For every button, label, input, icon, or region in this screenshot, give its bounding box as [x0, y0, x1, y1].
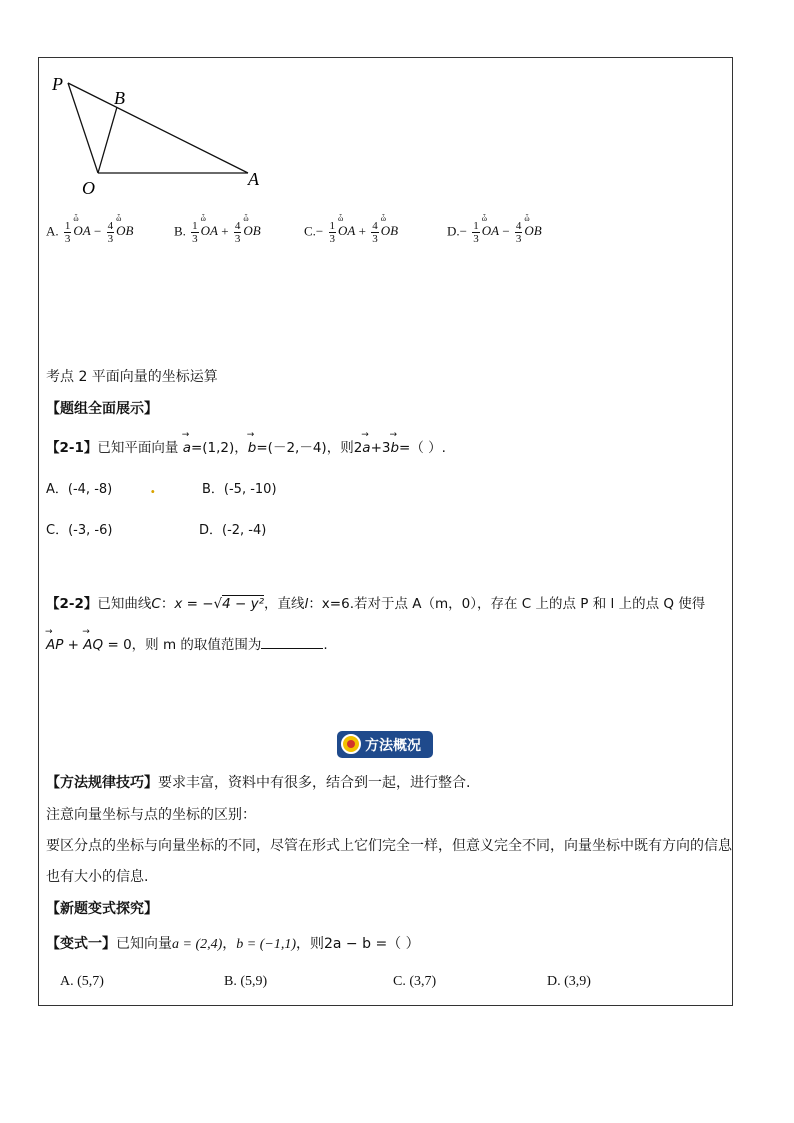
fraction: $\frac{4}{3}$: [515, 220, 522, 245]
fraction: $\frac{1}{3}$: [329, 220, 336, 245]
fraction: $\frac{1}{3}$: [64, 220, 71, 245]
radicand: 4 − y²: [222, 596, 265, 612]
method-heading: 【方法规律技巧】要求丰富，资料中有很多，结合到一起，进行整合.: [46, 775, 471, 791]
vector-OA: ὦ OA: [201, 223, 218, 239]
curve-name: C: [151, 596, 161, 612]
vector-a: → a: [183, 440, 191, 456]
section-title: 考点 2 平面向量的坐标运算: [46, 369, 218, 385]
answer-blank[interactable]: [261, 636, 323, 649]
vector-a: → a: [362, 440, 370, 456]
sqrt-sign: √: [213, 596, 223, 612]
q21-option-d[interactable]: D．(-2, -4): [199, 523, 267, 538]
segment-OB: [98, 107, 117, 173]
vector-b: → b: [248, 440, 257, 456]
label-A: A: [248, 169, 259, 189]
vector-OA: ὦ OA: [73, 223, 90, 239]
label-B: B: [114, 88, 125, 108]
stray-dot: .: [150, 478, 156, 497]
fraction: $\frac{4}{3}$: [234, 220, 241, 245]
q1-option-b[interactable]: B. $\frac{1}{3}$ ὦ OA + $\frac{4}{3}$ ὦ OB: [174, 220, 261, 245]
fraction: $\frac{4}{3}$: [372, 220, 378, 245]
fraction: $\frac{4}{3}$: [107, 220, 114, 245]
option-letter: C.: [304, 223, 316, 239]
label-P: P: [52, 74, 63, 94]
variant-option-a[interactable]: A. (5,7): [60, 974, 104, 989]
vector-OB: ὦ OB: [116, 223, 133, 239]
segment-PA: [68, 83, 248, 173]
vector-AQ: → AQ: [83, 637, 103, 653]
vector-OA: ὦ OA: [338, 223, 355, 239]
option-letter: D.: [447, 223, 460, 239]
variant-option-b[interactable]: B. (5,9): [224, 974, 268, 989]
variant-option-c[interactable]: C. (3,7): [393, 974, 437, 989]
method-line-1: 注意向量坐标与点的坐标的区别：: [46, 807, 256, 823]
variant-option-d[interactable]: D. (3,9): [547, 974, 591, 989]
target-icon: [341, 734, 361, 754]
group-heading: 【题组全面展示】: [46, 401, 158, 417]
variant-question: 【变式一】已知向量a = (2,4)，b = (−1,1)，则2a − b =（ ）: [46, 936, 420, 952]
badge-label: 方法概况: [365, 738, 421, 754]
q21-option-b[interactable]: B．(-5, -10): [202, 482, 277, 497]
label-O: O: [82, 178, 95, 198]
vector-OB: ὦ OB: [524, 223, 541, 239]
vector-b: → b: [390, 440, 399, 456]
question-2-2: 【2-2】已知曲线C：x = −√4 − y²，直线l：x=6.若对于点 A（m，0），存在 C 上的点 P 和 l 上的点 Q 使得: [46, 596, 706, 612]
vector-OB: ὦ OB: [243, 223, 260, 239]
method-badge: [337, 731, 433, 758]
q1-option-d[interactable]: D.− $\frac{1}{3}$ ὦ OA − $\frac{4}{3}$ ὦ OB: [447, 220, 542, 245]
q1-option-a[interactable]: A. $\frac{1}{3}$ ὦ OA − $\frac{4}{3}$ ὦ OB: [46, 220, 133, 245]
q21-option-c[interactable]: C．(-3, -6): [46, 523, 113, 538]
vector-OA: ὦ OA: [482, 223, 499, 239]
fraction: $\frac{1}{3}$: [192, 220, 198, 245]
question-2-1: 【2-1】已知平面向量 → a=(1,2)，→ b=(－2,－4)，则2→ a+3→ b=（ ）.: [46, 436, 446, 456]
vector-OB: ὦ OB: [381, 223, 398, 239]
question-tag: 【变式一】: [46, 936, 116, 952]
question-tag: 【2-2】: [46, 596, 98, 612]
question-2-2-line2: → AP + → AQ = 0，则 m 的取值范围为 .: [46, 633, 328, 653]
q21-option-a[interactable]: A．(-4, -8): [46, 482, 113, 497]
triangle-figure: [40, 68, 280, 203]
option-letter: A.: [46, 223, 59, 239]
new-problem-heading: 【新题变式探究】: [46, 901, 158, 917]
option-letter: B.: [174, 223, 186, 239]
vector-AP: → AP: [46, 637, 63, 653]
q1-option-c[interactable]: C.− $\frac{1}{3}$ ὦ OA + $\frac{4}{3}$ ὦ OB: [304, 220, 398, 245]
fraction: $\frac{1}{3}$: [473, 220, 479, 245]
method-line-2: 要区分点的坐标与向量坐标的不同，尽管在形式上它们完全一样，但意义完全不同，向量坐标中既有方向的信息: [46, 838, 732, 854]
question-tag: 【2-1】: [46, 440, 98, 456]
segment-PO: [68, 83, 98, 173]
method-line-3: 也有大小的信息.: [46, 869, 149, 885]
